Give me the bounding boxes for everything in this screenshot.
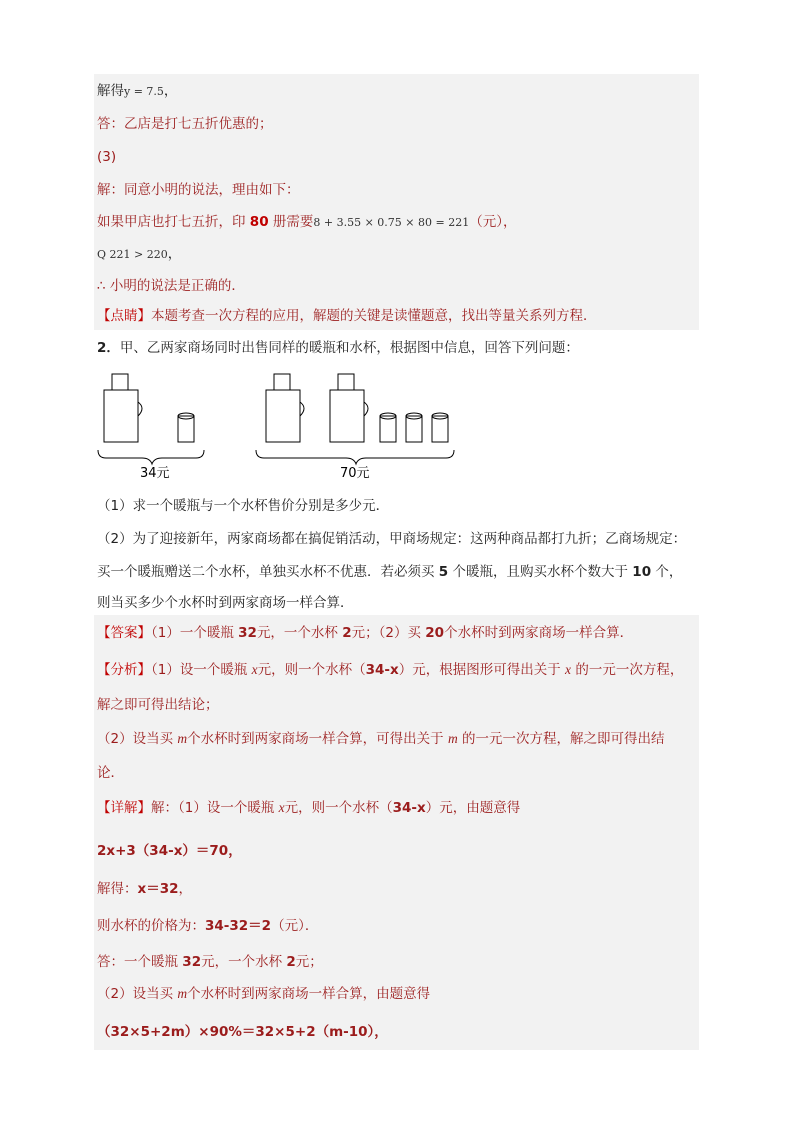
analysis-line2: 解之即可得出结论； bbox=[97, 697, 219, 713]
sub-question-2-line2: 买一个暖瓶赠送二个水杯，单独买水杯不优惠．若必须买 5 个暖瓶，且购买水杯个数大于 10 个， bbox=[97, 564, 683, 580]
line-compare: Q 221 > 220， bbox=[97, 246, 182, 262]
sub-question-1: （1）求一个暖瓶与一个水杯售价分别是多少元． bbox=[97, 498, 390, 514]
price-right: 70元 bbox=[340, 466, 370, 481]
cup-icon bbox=[432, 413, 448, 442]
detail-solve-x: 解得：x＝32， bbox=[97, 881, 192, 897]
line-calc-cost: 如果甲店也打七五折，印 80 册需要8 + 3.55 × 0.75 × 80 = 221（元）， bbox=[97, 214, 517, 230]
line-comment: 【点睛】本题考查一次方程的应用，解题的关键是读懂题意，找出等量关系列方程． bbox=[97, 308, 597, 324]
detail-line1: 【详解】解：（1）设一个暖瓶 x元，则一个水杯（34-x）元，由题意得 bbox=[97, 800, 521, 816]
equation-y: y = 7.5 bbox=[124, 85, 164, 98]
sub-question-2-line3: 则当买多少个水杯时到两家商场一样合算． bbox=[97, 595, 354, 611]
detail-part2: （2）设当买 m个水杯时到两家商场一样合算，由题意得 bbox=[97, 986, 431, 1002]
brace-left bbox=[98, 450, 204, 464]
detail-cup-price: 则水杯的价格为：34-32＝2（元）． bbox=[97, 918, 319, 934]
line-agree: 解：同意小明的说法，理由如下： bbox=[97, 182, 300, 198]
label-part-3: (3) bbox=[97, 149, 117, 165]
cup-icon bbox=[178, 413, 194, 442]
price-left: 34元 bbox=[140, 466, 170, 481]
equation-cost: 8 + 3.55 × 0.75 × 80 = 221 bbox=[313, 216, 470, 229]
cup-icon bbox=[380, 413, 396, 442]
analysis-line1: 【分析】（1）设一个暖瓶 x元，则一个水杯（34-x）元，根据图形可得出关于 x 的一元一次方程， bbox=[97, 662, 684, 678]
line-answer-shop-b: 答：乙店是打七五折优惠的； bbox=[97, 116, 273, 132]
thermos-icon bbox=[104, 374, 142, 442]
answer-line: 【答案】（1）一个暖瓶 32元，一个水杯 2元；（2）买 20个水杯时到两家商场一样合算． bbox=[97, 625, 634, 641]
equation-line1: 2x+3（34-x）＝70， bbox=[97, 843, 242, 859]
question-2-stem: 2．甲、乙两家商场同时出售同样的暖瓶和水杯，根据图中信息，回答下列问题： bbox=[97, 340, 579, 356]
thermos-icon bbox=[330, 374, 368, 442]
line-conclusion: ∴ 小明的说法是正确的． bbox=[97, 278, 245, 294]
analysis-line4: 论． bbox=[97, 765, 124, 781]
brace-right bbox=[256, 450, 454, 464]
analysis-line3: （2）设当买 m个水杯时到两家商场一样合算，可得出关于 m 的一元一次方程，解之即可得出结 bbox=[97, 731, 665, 747]
sub-question-2-line1: （2）为了迎接新年，两家商场都在搞促销活动，甲商场规定：这两种商品都打九折；乙商场规定： bbox=[97, 531, 687, 547]
question-figure bbox=[92, 368, 472, 488]
line-solve-y: 解得y = 7.5， bbox=[97, 83, 178, 99]
equation-line2: （32×5+2m）×90%＝32×5+2（m-10）， bbox=[97, 1024, 388, 1040]
detail-answer-1: 答：一个暖瓶 32元，一个水杯 2元； bbox=[97, 954, 323, 970]
thermos-icon bbox=[266, 374, 304, 442]
cup-icon bbox=[406, 413, 422, 442]
